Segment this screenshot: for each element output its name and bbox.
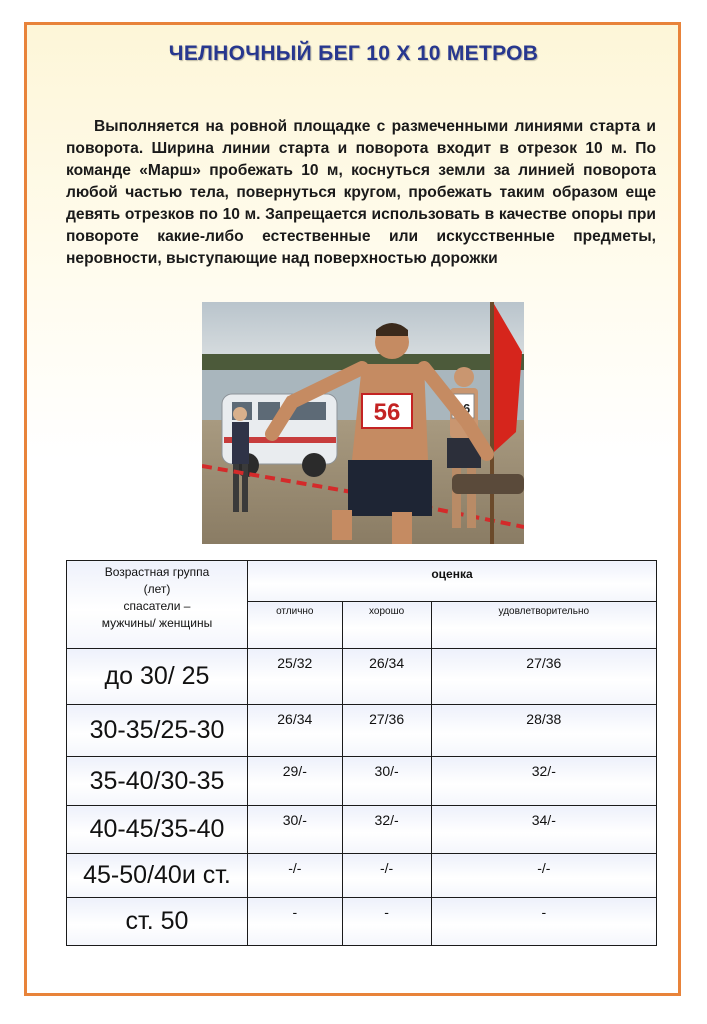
shuttle-run-photo (202, 302, 524, 544)
bib-number-front: 56 (373, 399, 401, 426)
value-cell: 26/34 (248, 705, 343, 757)
value-cell: 30/- (248, 806, 343, 854)
value-cell: -/- (342, 854, 431, 898)
value-cell: 28/38 (431, 705, 656, 757)
value-cell: 34/- (431, 806, 656, 854)
value-cell: 26/34 (342, 649, 431, 705)
age-cell: 40-45/35-40 (67, 806, 248, 854)
value-cell: 32/- (431, 757, 656, 806)
value-cell: - (431, 898, 656, 946)
value-cell: - (342, 898, 431, 946)
table-row (67, 649, 657, 705)
age-cell: 35-40/30-35 (67, 757, 248, 806)
page-title: ЧЕЛНОЧНЫЙ БЕГ 10 Х 10 МЕТРОВ (168, 42, 539, 65)
table-row (67, 854, 657, 898)
table-row (67, 898, 657, 946)
age-cell: до 30/ 25 (67, 649, 248, 705)
value-cell: 32/- (342, 806, 431, 854)
bib-number-back: 16 (455, 401, 471, 416)
sky (202, 302, 524, 362)
age-cell: 30-35/25-30 (67, 705, 248, 757)
value-cell: -/- (248, 854, 343, 898)
standards-table (66, 560, 657, 946)
grade-excellent-header: отлично (248, 602, 343, 649)
table-row (67, 705, 657, 757)
value-cell: 30/- (342, 757, 431, 806)
table-row (67, 757, 657, 806)
age-group-header: Возрастная группа (лет) спасатели – мужчины/ женщины (67, 561, 248, 649)
grade-satisfactory-header: удовлетворительно (431, 602, 656, 649)
turn-post (452, 474, 524, 494)
description-text: Выполняется на ровной площадке с размеченными линиями старта и поворота. Ширина линии старта и поворота входит в отрезок 10 м. По команде «Марш» пробежать 10 м, коснуться земли за линией поворота любой частью тела, повернуться кругом, пробежать таким образом еще девять отрезков по 10 м. Запрещается использовать в качестве опоры при повороте какие-либо естественные или искусственные предметы, неровности, выступающие над поверхностью дорожки (66, 118, 656, 267)
value-cell: 25/32 (248, 649, 343, 705)
value-cell: 27/36 (342, 705, 431, 757)
photo-illustration (202, 302, 524, 544)
value-cell: - (248, 898, 343, 946)
grade-header: оценка (248, 561, 657, 602)
age-cell: ст. 50 (67, 898, 248, 946)
value-cell: 27/36 (431, 649, 656, 705)
grade-good-header: хорошо (342, 602, 431, 649)
table-row (67, 806, 657, 854)
value-cell: -/- (431, 854, 656, 898)
value-cell: 29/- (248, 757, 343, 806)
age-cell: 45-50/40и ст. (67, 854, 248, 898)
